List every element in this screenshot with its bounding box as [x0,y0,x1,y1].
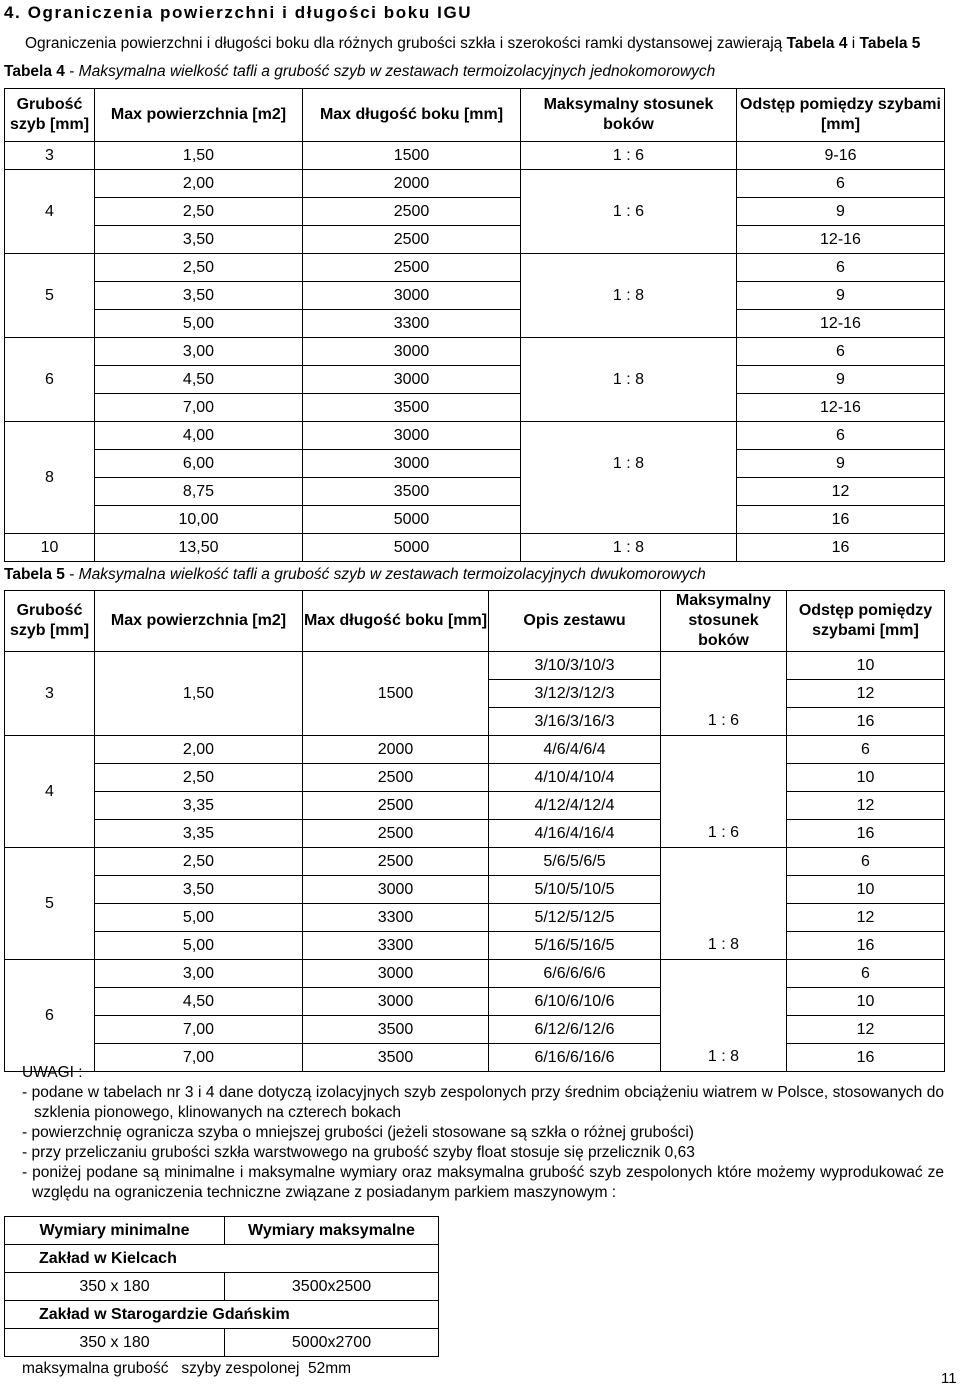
ratio-cell [521,422,737,450]
ratio-cell [661,680,787,708]
ratio-cell [521,170,737,198]
table-row [5,254,945,282]
plant-min-dimension: 350 x 180 [5,1329,225,1357]
length-cell: 3000 [303,988,489,1016]
note-item: - poniżej podane są minimalne i maksymalne wymiary oraz maksymalna grubość szyb zespolonych które możemy wyprodukować ze względu na ograniczenia techniczne związane z posiadanym parkiem maszynowym : [22,1164,944,1201]
gap-cell: 10 [787,652,945,680]
area-cell: 3,35 [95,792,303,820]
table5-sep: - [64,566,79,583]
gap-cell: 6 [737,338,945,366]
note-item: - podane w tabelach nr 3 i 4 dane dotyczą izolacyjnych szyb zespolonych przy średnim obciążeniu wiatrem w Polsce, stosowanych do szklenia pionowego, klinowanych na czterech bokach [22,1084,944,1121]
area-cell: 2,50 [95,254,303,282]
description-cell: 3/10/3/10/3 [489,652,661,680]
length-cell: 3000 [303,960,489,988]
gap-cell: 6 [787,960,945,988]
description-cell: 4/6/4/6/4 [489,736,661,764]
table-row [5,932,945,960]
plant-min-dimension: 350 x 180 [5,1273,225,1301]
table5 [4,590,945,1072]
max-thickness-note: maksymalna grubość szyby zespolonej 52mm [22,1360,352,1377]
ratio-cell: 1 : 6 [521,198,737,226]
length-cell: 5000 [303,506,521,534]
table-row [5,198,945,226]
ratio-cell [521,338,737,366]
ratio-cell [521,254,737,282]
ratio-cell: 1 : 8 [661,1044,787,1072]
intro-and: i [851,35,856,52]
gap-cell: 9-16 [737,142,945,170]
table5-title: Maksymalna wielkość tafli a grubość szyb w zestawach termoizolacyjnych dwukomorowych [78,566,706,583]
thickness-cell: 8 [5,422,95,534]
table4-title: Maksymalna wielkość tafli a grubość szyb w zestawach termoizolacyjnych jednokomorowych [78,63,716,80]
length-cell: 2000 [303,170,521,198]
max-dimensions-header: Wymiary maksymalne [225,1217,439,1245]
area-cell: 10,00 [95,506,303,534]
table-row [5,142,945,170]
table-row [5,506,945,534]
table5-caption [4,566,706,584]
ratio-cell [661,904,787,932]
gap-cell: 6 [787,736,945,764]
thickness-cell: 10 [5,534,95,562]
ratio-cell [521,226,737,254]
table-row [5,988,945,1016]
area-cell: 4,50 [95,988,303,1016]
ratio-cell: 1 : 6 [661,820,787,848]
description-cell: 4/10/4/10/4 [489,764,661,792]
area-cell: 8,75 [95,478,303,506]
notes-title: UWAGI : [22,1064,83,1081]
area-cell: 5,00 [95,310,303,338]
description-cell: 4/12/4/12/4 [489,792,661,820]
thickness-cell: 6 [5,338,95,422]
gap-cell: 9 [737,450,945,478]
ratio-cell [661,652,787,680]
ratio-cell: 1 : 8 [521,366,737,394]
area-cell: 4,00 [95,422,303,450]
table5-header-cell: Opis zestawu [489,591,661,652]
description-cell: 6/16/6/16/6 [489,1044,661,1072]
table5-header-cell: Max długość boku [mm] [303,591,489,652]
ratio-cell [661,764,787,792]
area-cell: 5,00 [95,904,303,932]
area-cell: 2,00 [95,736,303,764]
ratio-cell: 1 : 8 [521,450,737,478]
table5-header-cell: Max powierzchnia [m2] [95,591,303,652]
gap-cell: 6 [737,254,945,282]
gap-cell: 16 [787,932,945,960]
table-row [5,848,945,876]
plant-max-dimension: 3500x2500 [225,1273,439,1301]
ratio-cell [521,506,737,534]
area-cell: 4,50 [95,366,303,394]
table-row [5,338,945,366]
gap-cell: 16 [787,820,945,848]
area-cell: 2,50 [95,848,303,876]
table-row [5,960,945,988]
gap-cell: 6 [737,422,945,450]
length-cell: 3300 [303,310,521,338]
description-cell: 3/12/3/12/3 [489,680,661,708]
dimensions-table [4,1216,439,1357]
table-row [5,226,945,254]
intro-paragraph [25,35,920,53]
ratio-cell [661,1016,787,1044]
ratio-cell [661,988,787,1016]
area-cell: 1,50 [95,652,303,736]
gap-cell: 9 [737,366,945,394]
ratio-cell: 1 : 8 [661,932,787,960]
intro-text: Ograniczenia powierzchni i długości boku dla różnych grubości szkła i szerokości ramki dystansowej zawierają [25,35,783,52]
table4-sep: - [64,63,79,80]
length-cell: 3000 [303,338,521,366]
ratio-cell [661,876,787,904]
area-cell: 3,50 [95,226,303,254]
area-cell: 2,50 [95,198,303,226]
ratio-cell: 1 : 6 [521,142,737,170]
length-cell: 3500 [303,1016,489,1044]
gap-cell: 6 [787,848,945,876]
note-item: - powierzchnię ogranicza szyba o mniejszej grubości (jeżeli stosowane są szkła o różnej grubości) [22,1124,694,1141]
gap-cell: 12 [787,904,945,932]
area-cell: 3,00 [95,338,303,366]
table4-header-cell: Max powierzchnia [m2] [95,89,303,142]
table-row [5,310,945,338]
gap-cell: 12-16 [737,310,945,338]
ratio-cell: 1 : 8 [521,534,737,562]
table-row [5,736,945,764]
table5-header-cell: Odstęp pomiędzy szybami [mm] [787,591,945,652]
intro-ref-table4: Tabela 4 [786,35,848,52]
thickness-cell: 6 [5,960,95,1072]
area-cell: 7,00 [95,1044,303,1072]
gap-cell: 6 [737,170,945,198]
length-cell: 1500 [303,142,521,170]
table-row [5,366,945,394]
table-row [5,1016,945,1044]
ratio-cell [521,478,737,506]
table-row [5,170,945,198]
description-cell: 5/12/5/12/5 [489,904,661,932]
area-cell: 2,50 [95,764,303,792]
table-row [5,422,945,450]
area-cell: 2,00 [95,170,303,198]
length-cell: 3500 [303,478,521,506]
table4-label: Tabela 4 [4,63,65,80]
table-row [5,792,945,820]
thickness-cell: 3 [5,142,95,170]
gap-cell: 16 [787,1044,945,1072]
table4-caption [4,63,715,81]
table-row [5,478,945,506]
description-cell: 3/16/3/16/3 [489,708,661,736]
description-cell: 6/10/6/10/6 [489,988,661,1016]
area-cell: 3,50 [95,876,303,904]
table-row [5,534,945,562]
area-cell: 1,50 [95,142,303,170]
table4-header-cell: Max długość boku [mm] [303,89,521,142]
page-number: 11 [941,1370,957,1387]
table4-header-cell: Maksymalny stosunek boków [521,89,737,142]
gap-cell: 9 [737,282,945,310]
gap-cell: 12-16 [737,394,945,422]
thickness-cell: 5 [5,254,95,338]
area-cell: 7,00 [95,1016,303,1044]
length-cell: 2500 [303,764,489,792]
length-cell: 3000 [303,876,489,904]
ratio-cell [661,848,787,876]
table4-header-cell: Odstęp pomiędzy szybami [mm] [737,89,945,142]
area-cell: 3,00 [95,960,303,988]
table-row [5,876,945,904]
thickness-cell: 5 [5,848,95,960]
plant-name: Zakład w Kielcach [5,1245,439,1273]
ratio-cell [521,394,737,422]
length-cell: 3000 [303,366,521,394]
description-cell: 5/6/5/6/5 [489,848,661,876]
gap-cell: 10 [787,764,945,792]
gap-cell: 12 [737,478,945,506]
length-cell: 2500 [303,848,489,876]
note-item: - przy przeliczaniu grubości szkła warstwowego na grubość szyby float stosuje się przelicznik 0,63 [22,1144,695,1161]
length-cell: 3500 [303,1044,489,1072]
length-cell: 3000 [303,282,521,310]
area-cell: 13,50 [95,534,303,562]
gap-cell: 16 [737,506,945,534]
ratio-cell [661,792,787,820]
thickness-cell: 4 [5,736,95,848]
ratio-cell: 1 : 8 [521,282,737,310]
length-cell: 3000 [303,422,521,450]
length-cell: 2500 [303,198,521,226]
description-cell: 4/16/4/16/4 [489,820,661,848]
gap-cell: 12-16 [737,226,945,254]
ratio-cell [661,736,787,764]
length-cell: 3300 [303,932,489,960]
notes-section [22,1063,944,1203]
table-row [5,450,945,478]
table4 [4,88,945,562]
table5-header-cell: Maksymalny stosunek boków [661,591,787,652]
thickness-cell: 4 [5,170,95,254]
table-row [5,764,945,792]
length-cell: 2500 [303,820,489,848]
table5-header-cell: Grubość szyb [mm] [5,591,95,652]
table-row [5,904,945,932]
gap-cell: 10 [787,988,945,1016]
length-cell: 5000 [303,534,521,562]
table-row [5,394,945,422]
gap-cell: 16 [787,708,945,736]
table5-label: Tabela 5 [4,566,65,583]
length-cell: 3300 [303,904,489,932]
ratio-cell: 1 : 6 [661,708,787,736]
gap-cell: 12 [787,1016,945,1044]
table-row [5,652,945,680]
length-cell: 2500 [303,226,521,254]
intro-ref-table5: Tabela 5 [859,35,921,52]
length-cell: 2500 [303,254,521,282]
length-cell: 1500 [303,652,489,736]
plant-max-dimension: 5000x2700 [225,1329,439,1357]
length-cell: 3500 [303,394,521,422]
length-cell: 2500 [303,792,489,820]
section-heading: 4. Ograniczenia powierzchni i długości boku IGU [4,3,473,22]
area-cell: 5,00 [95,932,303,960]
area-cell: 3,50 [95,282,303,310]
ratio-cell [661,960,787,988]
gap-cell: 9 [737,198,945,226]
gap-cell: 12 [787,680,945,708]
length-cell: 2000 [303,736,489,764]
description-cell: 6/12/6/12/6 [489,1016,661,1044]
gap-cell: 16 [737,534,945,562]
plant-name: Zakład w Starogardzie Gdańskim [5,1301,439,1329]
table-row [5,820,945,848]
description-cell: 6/6/6/6/6 [489,960,661,988]
description-cell: 5/10/5/10/5 [489,876,661,904]
gap-cell: 12 [787,792,945,820]
table-row [5,282,945,310]
thickness-cell: 3 [5,652,95,736]
area-cell: 7,00 [95,394,303,422]
description-cell: 5/16/5/16/5 [489,932,661,960]
length-cell: 3000 [303,450,521,478]
area-cell: 3,35 [95,820,303,848]
ratio-cell [521,310,737,338]
min-dimensions-header: Wymiary minimalne [5,1217,225,1245]
gap-cell: 10 [787,876,945,904]
area-cell: 6,00 [95,450,303,478]
table4-header-cell: Grubość szyb [mm] [5,89,95,142]
